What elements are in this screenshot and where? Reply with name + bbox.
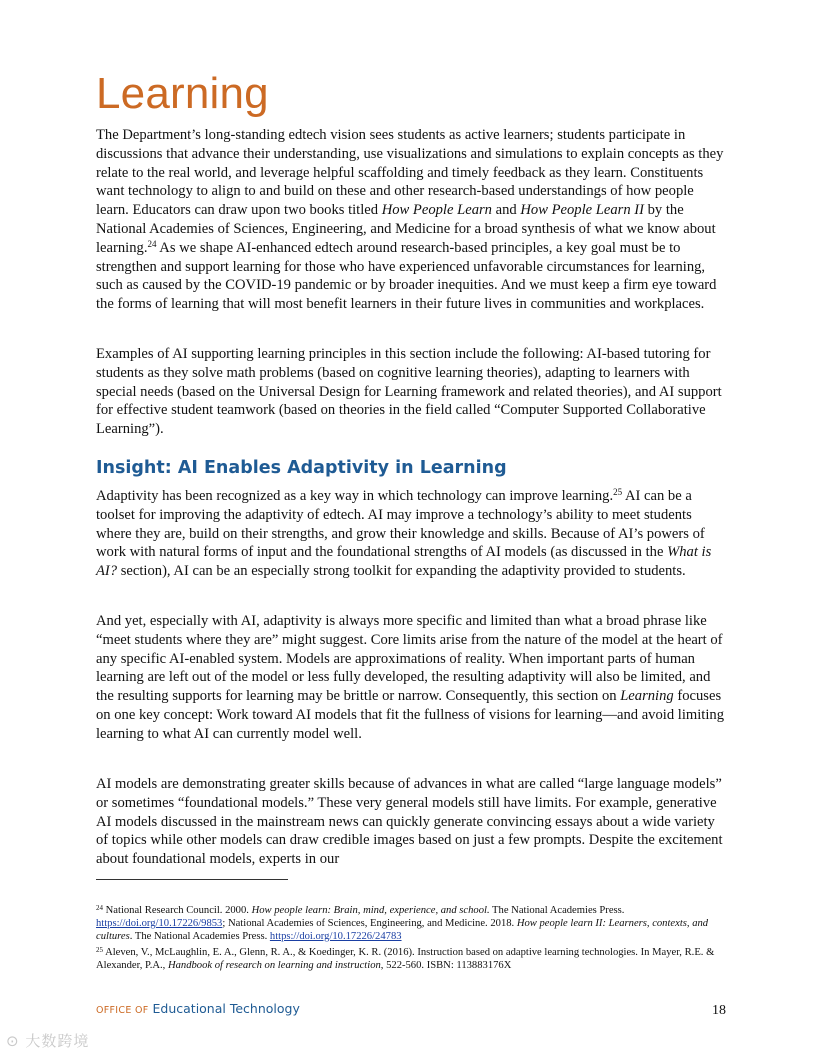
section-ref-what-is-ai: What is AI? (96, 544, 712, 580)
watermark: ⊙ 大数跨境 (6, 1032, 90, 1050)
page-title: Learning (96, 69, 269, 118)
book-title-how-people-learn-ii: How People Learn II (520, 202, 644, 219)
footnote-ref-25[interactable]: 25 (613, 487, 623, 497)
intro-paragraph-2: Examples of AI supporting learning principles in this section include the following: AI-based tutoring for students as they solve math problems (based on cognitive learning theories), adapting to learners with special needs (based on the Universal Design for Learning framework and related theories), and AI support for effective student teamwork (based on theories in the field called “Computer Supported Collaborative Learning”). (96, 346, 722, 438)
section-ref-learning: Learning (620, 688, 674, 705)
footer-office-logo (96, 1001, 300, 1019)
footnote-25: $^{25}$ Aleven, V., McLaughlin, E. A., Glenn, R. A., & Koedinger, K. R. (2016). Instruction based on adaptive learning technologies. In Mayer, R.E. & Alexander, P.A., Handbook of research on learning and instruction, 522-560. ISBN: 113883176X (96, 946, 715, 971)
section-heading-insight: Insight: AI Enables Adaptivity in Learning (96, 458, 507, 478)
watermark-icon: ⊙ (6, 1032, 20, 1050)
footer-office-of: OFFICE OF (96, 1005, 149, 1016)
page-number: 18 (712, 1003, 726, 1018)
insight-paragraph-3: AI models are demonstrating greater skills because of advances in what are called “large language models” or sometimes “foundational models.” These very general models still have limits. For example, generative AI models discussed in the mainstream news can quickly generate convincing essays about a wide variety of topics while other models can draw credible images based on just a few prompts. Despite the excitement about foundational models, experts in our (96, 776, 723, 868)
footer-office-name: Educational Technology (152, 1001, 300, 1016)
intro-paragraph-1: The Department’s long-standing edtech vision sees students as active learners; students participate in discussions that advance their understanding, use visualizations and simulations to explain concepts as they relate to the real world, and leverage helpful scaffolding and timely feedback as they learn. Constituents want technology to align to and build on these and other research-based understandings of how people learn. Educators can draw upon two books titled How People Learn and How People Learn II by the National Academies of Sciences, Engineering, and Medicine for a broad synthesis of what we know about learning.$^{24}$ As we shape AI-enhanced edtech around research-based principles, a key goal must be to strengthen and support learning for those who have experienced unfavorable circumstances for learning, such as caused by the COVID-19 pandemic or by broader inequities. And we must keep a firm eye toward the forms of learning that will most benefit learners in their future lives in communities and workplaces. (96, 127, 724, 313)
insight-paragraph-1: Adaptivity has been recognized as a key way in which technology can improve learning.$^{25}$ AI can be a toolset for improving the adaptivity of edtech. AI may improve a technology’s ability to meet students where they are, build on their strengths, and grow their knowledge and skills. Because of AI’s powers of work with natural forms of input and the foundational strengths of AI models (as discussed in the What is AI? section), AI can be an especially strong toolkit for expanding the adaptivity provided to students. (96, 487, 712, 580)
insight-paragraph-2: And yet, especially with AI, adaptivity is always more specific and limited than what a broad phrase like “meet students where they are” might suggest. Core limits arise from the nature of the model at the heart of any specific AI-enabled system. Models are approximations of reality. When important parts of human learning are left out of the model or less fully developed, the resulting adaptivity will also be limited, and the resulting supports for learning may be brittle or narrow. Consequently, this section on Learning focuses on one key concept: Work toward AI models that fit the fullness of visions for learning—and avoid limiting learning to what AI can currently model well. (96, 613, 724, 742)
footnote-divider (96, 879, 288, 880)
book-title-how-people-learn: How People Learn (381, 202, 492, 219)
footnote-24-link-1[interactable]: https://doi.org/10.17226/9853 (96, 917, 223, 929)
footnote-24: $^{24}$ National Research Council. 2000. How people learn: Brain, mind, experience, and school. The National Academies Press. https://doi.org/10.17226/9853; National Academies of Sciences, Engineering, and Medicine. 2018. How people learn II: Learners, contexts, and cultures. The National Academies Press. https://doi.org/10.17226/24783 (96, 904, 709, 942)
footnote-24-link-2[interactable]: https://doi.org/10.17226/24783 (269, 930, 402, 942)
footnote-ref-24[interactable]: 24 (147, 238, 157, 249)
